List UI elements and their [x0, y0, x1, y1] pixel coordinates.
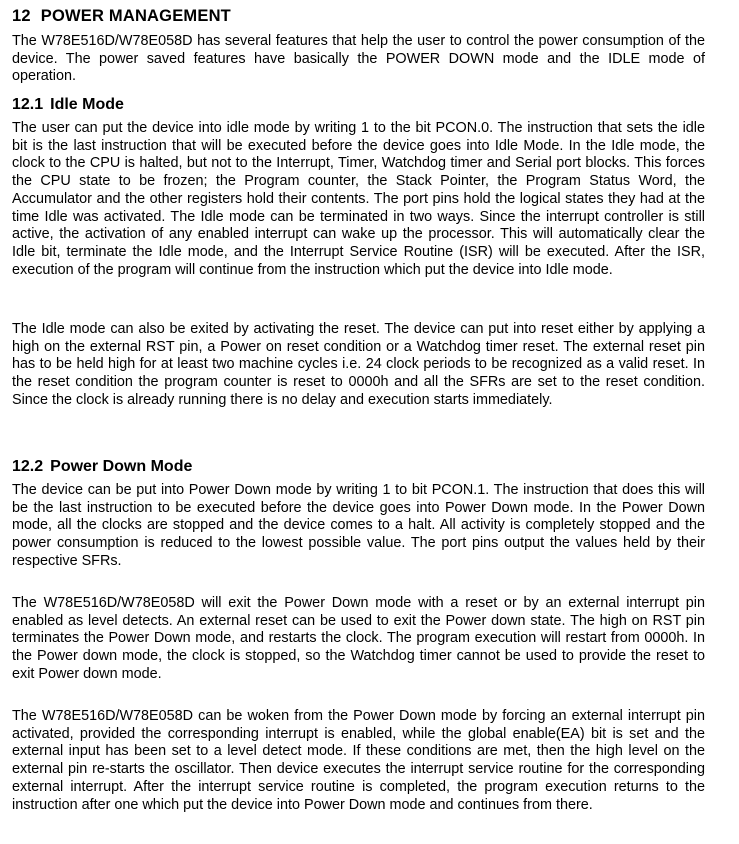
- power-down-paragraph-1: The device can be put into Power Down mode by writing 1 to bit PCON.1. The instruction that does this will be the last instruction to be executed before the device goes into Power Down mode. In the Power Down mode, all the clocks are stopped and the device comes to a halt. All activity is completely stopped and the power consumption is reduced to the lowest possible value. The port pins output the values held by their respective SFRs.: [12, 482, 705, 569]
- idle-mode-paragraph-1: The user can put the device into idle mode by writing 1 to the bit PCON.0. The instruction that sets the idle bit is the last instruction that will be executed before the device goes into Idle Mode. In the Idle mode, the clock to the CPU is halted, but not to the Interrupt, Timer, Watchdog timer and Serial port blocks. This forces the CPU state to be frozen; the Program counter, the Stack Pointer, the Program Status Word, the Accumulator and the other registers hold their contents. The port pins hold the logical states they had at the time Idle was activated. The Idle mode can be terminated in two ways. Since the interrupt controller is still active, the activation of any enabled interrupt can wake up the processor. This will automatically clear the Idle bit, terminate the Idle mode, and the Interrupt Service Routine (ISR) will be executed. After the ISR, execution of the program will continue from the instruction which put the device into Idle mode.: [12, 120, 705, 278]
- section-heading: [12, 7, 231, 26]
- subsection-title: Power Down Mode: [50, 458, 193, 475]
- idle-mode-paragraph-2: The Idle mode can also be exited by activating the reset. The device can put into reset either by applying a high on the external RST pin, a Power on reset condition or a Watchdog timer reset. The external reset pin has to be held high for at least two machine cycles i.e. 24 clock periods to be recognized as a valid reset. In the reset condition the program counter is reset to 0000h and all the SFRs are set to the reset condition. Since the clock is already running there is no delay and execution starts immediately.: [12, 321, 705, 408]
- subsection-number: 12.1: [12, 96, 44, 113]
- subsection-title: Idle Mode: [50, 96, 124, 113]
- subsection-number: 12.2: [12, 458, 44, 475]
- power-down-paragraph-2: The W78E516D/W78E058D will exit the Power Down mode with a reset or by an external interrupt pin enabled as level detects. An external reset can be used to exit the Power down state. The high on RST pin terminates the Power Down mode, and restarts the clock. The program execution will restart from 0000h. In the Power down mode, the clock is stopped, so the Watchdog timer cannot be used to provide the reset to exit Power down mode.: [12, 595, 705, 682]
- subsection-heading-idle-mode: [12, 96, 124, 114]
- section-intro-paragraph: The W78E516D/W78E058D has several features that help the user to control the power consumption of the device. The power saved features have basically the POWER DOWN mode and the IDLE mode of operation.: [12, 33, 705, 85]
- section-number: 12: [12, 7, 31, 25]
- power-down-paragraph-3: The W78E516D/W78E058D can be woken from the Power Down mode by forcing an external interrupt pin activated, provided the corresponding interrupt is enabled, while the global enable(EA) bit is set and the external input has been set to a level detect mode. If these conditions are met, then the high level on the external pin re-starts the oscillator. Then device executes the interrupt service routine for the corresponding external interrupt. After the interrupt service routine is completed, the program execution returns to the instruction after one which put the device into Power Down mode and continues from there.: [12, 708, 705, 813]
- subsection-heading-power-down-mode: [12, 458, 192, 476]
- section-title: POWER MANAGEMENT: [40, 7, 231, 25]
